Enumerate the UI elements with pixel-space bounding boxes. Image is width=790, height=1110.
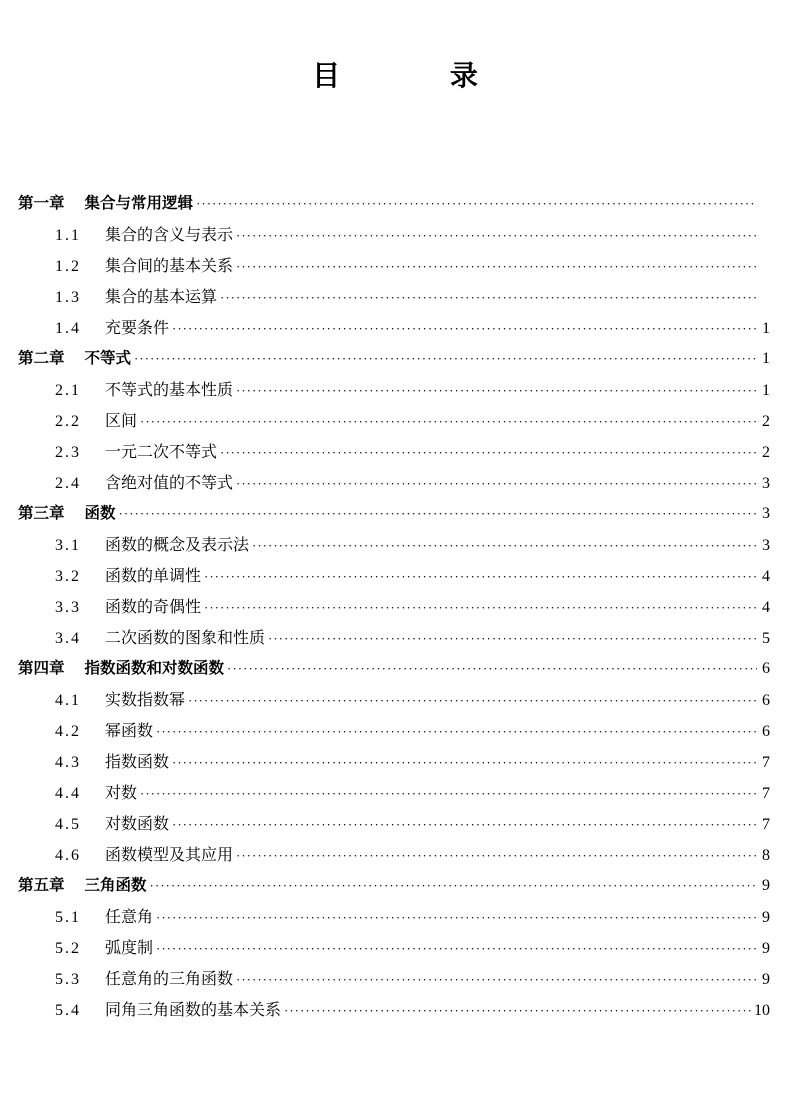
section-title: 集合间的基本关系 [105, 256, 234, 275]
dot-leader [119, 498, 757, 529]
toc-chapter-entry[interactable] [18, 653, 770, 684]
page-number: 9 [762, 940, 770, 957]
section-title: 集合的基本运算 [105, 287, 218, 306]
toc-section-entry[interactable] [18, 591, 770, 622]
dot-leader [268, 623, 757, 654]
section-number: 2.1 [55, 382, 81, 399]
toc-section-entry[interactable] [18, 746, 770, 777]
page-number: 3 [762, 537, 770, 554]
chapter-number: 第五章 [18, 876, 65, 894]
page-number: 4 [762, 568, 770, 585]
dot-leader [134, 343, 757, 374]
section-title: 弧度制 [105, 938, 154, 957]
toc-section-entry[interactable] [18, 715, 770, 746]
table-of-contents [18, 188, 770, 1025]
section-number: 5.1 [55, 909, 81, 926]
section-number: 3.3 [55, 599, 81, 616]
toc-section-entry[interactable] [18, 932, 770, 963]
dot-leader [236, 220, 757, 251]
toc-section-entry[interactable] [18, 808, 770, 839]
page-number: 3 [762, 475, 770, 492]
section-title: 充要条件 [105, 318, 170, 337]
section-title: 函数的单调性 [105, 566, 202, 585]
toc-section-entry[interactable] [18, 901, 770, 932]
dot-leader [156, 902, 757, 933]
page-number: 3 [762, 505, 770, 522]
dot-leader [196, 188, 757, 219]
dot-leader [284, 995, 751, 1026]
toc-section-entry[interactable] [18, 467, 770, 498]
page-number: 5 [762, 630, 770, 647]
toc-section-entry[interactable] [18, 250, 770, 281]
dot-leader [236, 964, 757, 995]
section-title: 二次函数的图象和性质 [105, 628, 266, 647]
chapter-title: 函数 [84, 504, 116, 522]
section-title: 函数的概念及表示法 [105, 535, 250, 554]
dot-leader [236, 468, 757, 499]
page-number: 9 [762, 909, 770, 926]
toc-chapter-entry[interactable] [18, 498, 770, 529]
section-title: 函数的奇偶性 [105, 597, 202, 616]
toc-section-entry[interactable] [18, 622, 770, 653]
page-number: 7 [762, 816, 770, 833]
dot-leader [150, 870, 757, 901]
toc-section-entry[interactable] [18, 281, 770, 312]
section-title: 函数模型及其应用 [105, 845, 234, 864]
toc-section-entry[interactable] [18, 994, 770, 1025]
chapter-title: 集合与常用逻辑 [84, 194, 194, 212]
section-number: 3.2 [55, 568, 81, 585]
dot-leader [204, 561, 757, 592]
section-number: 5.4 [55, 1002, 81, 1019]
page-number: 6 [762, 723, 770, 740]
toc-section-entry[interactable] [18, 312, 770, 343]
dot-leader [252, 530, 757, 561]
page-number: 9 [762, 971, 770, 988]
section-title: 实数指数幂 [105, 690, 186, 709]
section-title: 一元二次不等式 [105, 442, 218, 461]
chapter-number: 第三章 [18, 504, 65, 522]
section-number: 4.4 [55, 785, 81, 802]
dot-leader [156, 716, 757, 747]
section-number: 2.2 [55, 413, 81, 430]
section-number: 4.3 [55, 754, 81, 771]
chapter-title: 三角函数 [84, 876, 147, 894]
section-title: 指数函数 [105, 752, 170, 771]
page-number: 8 [762, 847, 770, 864]
toc-section-entry[interactable] [18, 560, 770, 591]
page-number: 9 [762, 877, 770, 894]
section-number: 1.2 [55, 258, 81, 275]
chapter-number: 第四章 [18, 659, 65, 677]
dot-leader [188, 685, 757, 716]
toc-section-entry[interactable] [18, 963, 770, 994]
section-number: 1.1 [55, 227, 81, 244]
section-number: 1.3 [55, 289, 81, 306]
page-number: 1 [762, 350, 770, 367]
dot-leader [236, 840, 757, 871]
dot-leader [220, 437, 757, 468]
toc-chapter-entry[interactable] [18, 188, 770, 219]
page-number: 6 [762, 692, 770, 709]
section-number: 4.5 [55, 816, 81, 833]
section-number: 4.6 [55, 847, 81, 864]
toc-section-entry[interactable] [18, 684, 770, 715]
section-number: 4.2 [55, 723, 81, 740]
section-number: 3.4 [55, 630, 81, 647]
section-number: 3.1 [55, 537, 81, 554]
chapter-number: 第一章 [18, 194, 65, 212]
toc-section-entry[interactable] [18, 529, 770, 560]
page-number: 2 [762, 413, 770, 430]
page-number: 10 [754, 1002, 770, 1019]
page-number: 6 [762, 660, 770, 677]
toc-section-entry[interactable] [18, 374, 770, 405]
section-title: 集合的含义与表示 [105, 225, 234, 244]
dot-leader [172, 313, 757, 344]
section-number: 1.4 [55, 320, 81, 337]
toc-chapter-entry[interactable] [18, 870, 770, 901]
dot-leader [204, 592, 757, 623]
section-title: 任意角的三角函数 [105, 969, 234, 988]
section-title: 对数 [105, 783, 138, 802]
dot-leader [172, 747, 757, 778]
section-title: 不等式的基本性质 [105, 380, 234, 399]
toc-section-entry[interactable] [18, 405, 770, 436]
chapter-number: 第二章 [18, 349, 65, 367]
dot-leader [220, 282, 757, 313]
section-number: 5.3 [55, 971, 81, 988]
page-number: 4 [762, 599, 770, 616]
section-number: 5.2 [55, 940, 81, 957]
section-title: 同角三角函数的基本关系 [105, 1000, 282, 1019]
section-number: 2.4 [55, 475, 81, 492]
toc-section-entry[interactable] [18, 777, 770, 808]
dot-leader [140, 406, 757, 437]
section-title: 区间 [105, 411, 138, 430]
section-number: 2.3 [55, 444, 81, 461]
section-title: 幂函数 [105, 721, 154, 740]
dot-leader [172, 809, 757, 840]
page-number: 7 [762, 785, 770, 802]
dot-leader [156, 933, 757, 964]
page-number: 7 [762, 754, 770, 771]
toc-section-entry[interactable] [18, 839, 770, 870]
dot-leader [236, 375, 757, 406]
dot-leader [227, 653, 757, 684]
section-title: 对数函数 [105, 814, 170, 833]
toc-section-entry[interactable] [18, 436, 770, 467]
page-number: 1 [762, 382, 770, 399]
toc-chapter-entry[interactable] [18, 343, 770, 374]
chapter-title: 不等式 [84, 349, 132, 367]
chapter-title: 指数函数和对数函数 [84, 659, 225, 677]
dot-leader [140, 778, 757, 809]
page-number: 2 [762, 444, 770, 461]
section-number: 4.1 [55, 692, 81, 709]
toc-section-entry[interactable] [18, 219, 770, 250]
page-number: 1 [762, 320, 770, 337]
dot-leader [236, 251, 757, 282]
section-title: 含绝对值的不等式 [105, 473, 234, 492]
section-title: 任意角 [105, 907, 154, 926]
page-title: 目 录 [312, 59, 528, 92]
